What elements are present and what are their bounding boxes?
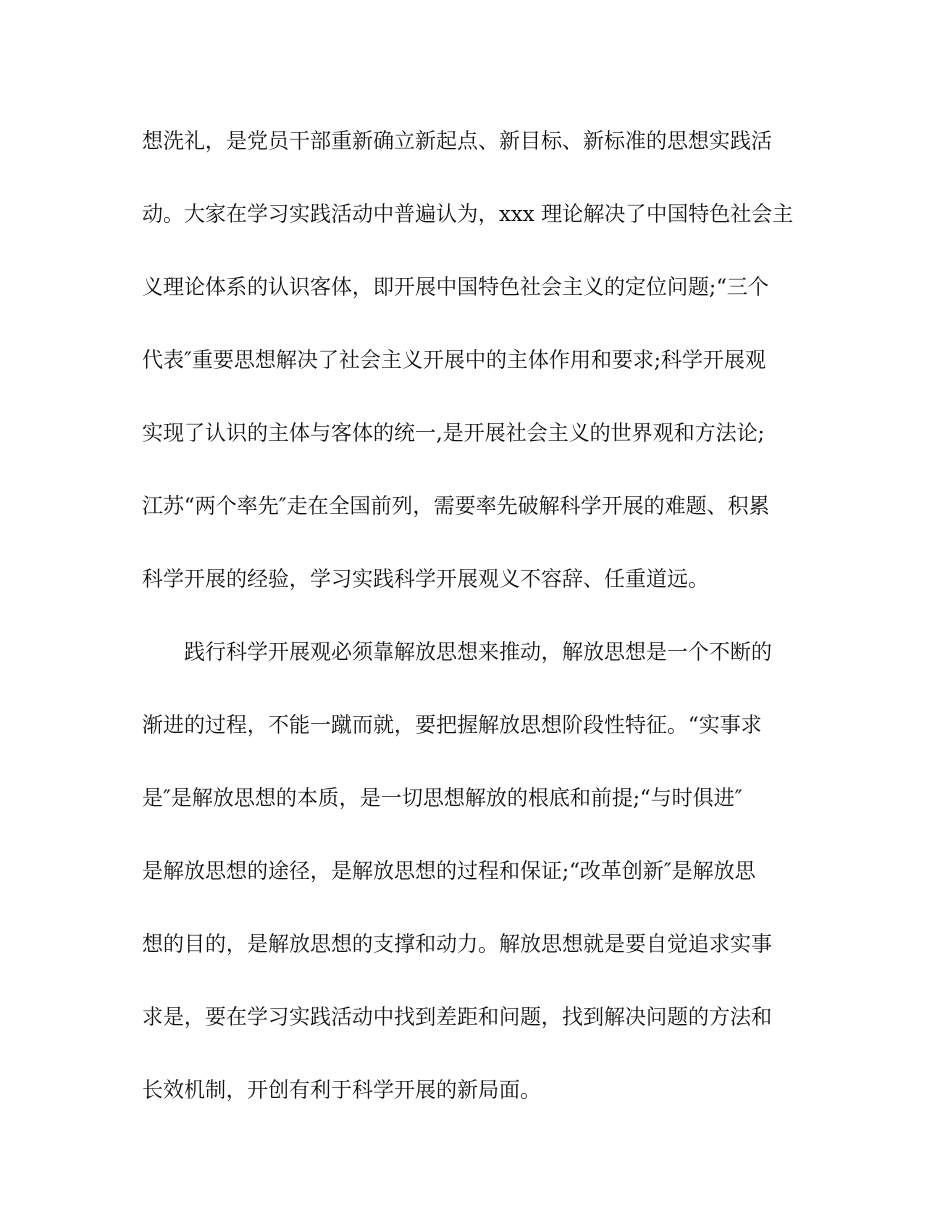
paragraph-1-line-6: 江苏“两个率先″走在全国前列，需要率先破解科学开展的难题、积累 (142, 494, 770, 518)
paragraph-2-line-7: 长效机制，开创有利于科学开展的新局面。 (142, 1078, 541, 1102)
document-body (142, 118, 822, 1140)
paragraph-1-line-4: 代表″重要思想解决了社会主义开展中的主体作用和要求;科学开展观 (142, 348, 766, 372)
paragraph-1-line-1: 想洗礼，是党员干部重新确立新起点、新目标、新标准的思想实践活 (142, 129, 772, 153)
paragraph-2-line-2: 渐进的过程，不能一蹴而就，要把握解放思想阶段性特征。“实事求 (142, 713, 762, 737)
paragraph-1-line-2: 动。大家在学习实践活动中普遍认为，xxx 理论解决了中国特色社会主 (142, 202, 794, 226)
paragraph-1-line-7: 科学开展的经验，学习实践科学开展观义不容辞、任重道远。 (142, 567, 709, 591)
paragraph-2-line-4: 是解放思想的途径，是解放思想的过程和保证;“改革创新″是解放思 (142, 859, 756, 883)
paragraph-2-line-3: 是″是解放思想的本质，是一切思想解放的根底和前提;“与时俱进″ (142, 786, 743, 810)
paragraph-2-line-1: 践行科学开展观必须靠解放思想来推动，解放思想是一个不断的 (184, 640, 772, 664)
paragraph-2-line-5: 想的目的，是解放思想的支撑和动力。解放思想就是要自觉追求实事 (142, 932, 772, 956)
paragraph-1-line-3: 义理论体系的认识客体，即开展中国特色社会主义的定位问题;“三个 (142, 275, 769, 299)
paragraph-1-line-5: 实现了认识的主体与客体的统一,是开展社会主义的世界观和方法论; (142, 421, 765, 445)
paragraph-2-line-6: 求是，要在学习实践活动中找到差距和问题，找到解决问题的方法和 (142, 1005, 772, 1029)
